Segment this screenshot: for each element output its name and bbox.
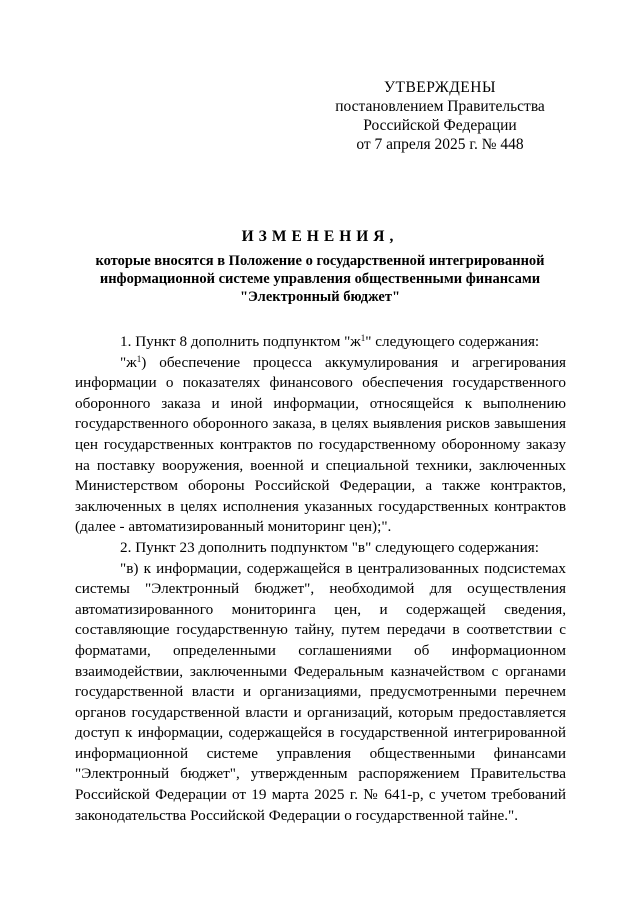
- quote-1-superscript: 1: [136, 353, 142, 364]
- subtitle-line-1: которые вносятся в Положение о государственной интегрированной: [95, 253, 545, 269]
- quote-1-text-start: "ж: [120, 353, 137, 371]
- subtitle-line-2: информационной системе управления общественными финансами: [99, 271, 541, 287]
- item-1-paragraph: [75, 332, 566, 353]
- subtitle-line-3: "Электронный бюджет": [239, 289, 400, 305]
- document-body: [75, 332, 566, 826]
- quote-2-paragraph: "в) к информации, содержащейся в централизованных подсистемах системы "Электронный бюджет", необходимой для осуществления автоматизированного мониторинга цен, и содержащей сведения, составляющие государственную тайну, путем передачи в соответствии с форматами, определенными соглашениями об информационном взаимодействии, заключенными Федеральным казначейством с органами государственной власти и организациями, предусмотренными перечнем органов государственной власти и организаций, которым предоставляется доступ к информации, содержащейся в государственной интегрированной информационной системе управления общественными финансами "Электронный бюджет", утвержденным распоряжением Правительства Российской Федерации от 19 марта 2025 г. № 641-р, с учетом требований законодательства Российской Федерации о государственной тайне.".: [75, 559, 566, 824]
- quote-1-paragraph: [75, 353, 566, 538]
- approval-heading: УТВЕРЖДЕНЫ: [384, 79, 496, 96]
- approval-line-3: от 7 апреля 2025 г. № 448: [356, 136, 524, 153]
- item-1-superscript: 1: [360, 333, 366, 343]
- quote-1-text-end: ) обеспечение процесса аккумулирования и агрегирования информации о показателях финансового обеспечения государственного оборонного заказа и иной информации, относящейся к выполнению государственного оборонного заказа, в целях выявления рисков завышения цен государственных контрактов по государственному оборонному заказу на поставку вооружения, военной и специальной техники, заключенных Министерством обороны Российской Федерации, а также контрактов, заключенных в целях исполнения указанных государственных контрактов (далее - автоматизированный мониторинг цен);".: [75, 353, 566, 536]
- approval-stamp: [330, 78, 550, 154]
- item-1-text-start: 1. Пункт 8 дополнить подпунктом "ж: [120, 333, 361, 350]
- approval-line-1: постановлением Правительства: [335, 98, 545, 115]
- approval-line-2: Российской Федерации: [363, 117, 517, 134]
- item-2-paragraph: 2. Пункт 23 дополнить подпунктом "в" следующего содержания:: [120, 538, 539, 556]
- document-subtitle: [75, 252, 565, 306]
- document-title: ИЗМЕНЕНИЯ,: [241, 228, 399, 245]
- item-1-text-end: " следующего содержания:: [365, 333, 540, 350]
